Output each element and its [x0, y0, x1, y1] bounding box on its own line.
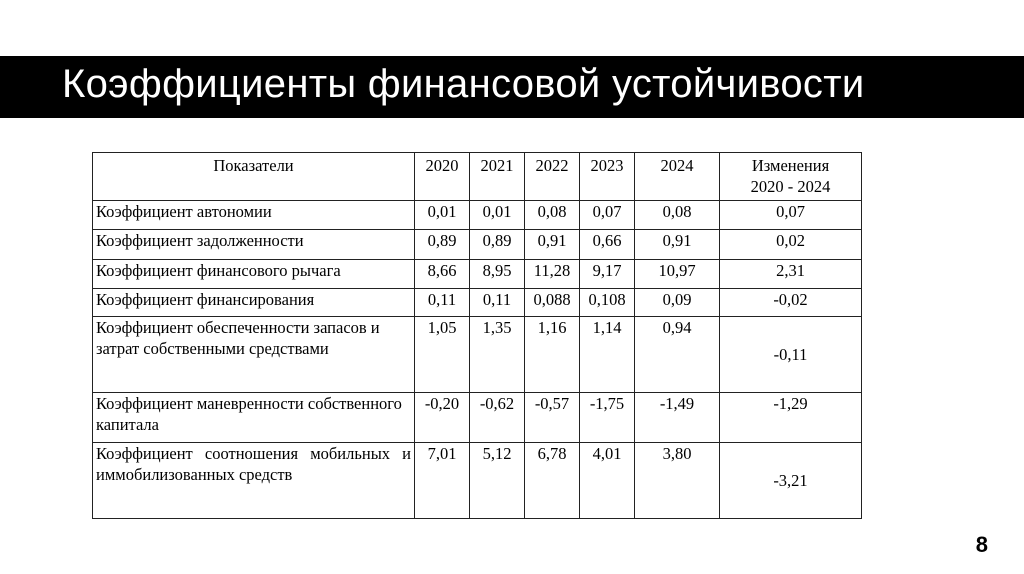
cell-change: 2,31: [720, 260, 862, 289]
cell-2024: 0,91: [635, 230, 720, 260]
cell-2024: 0,94: [635, 317, 720, 393]
cell-change: -1,29: [720, 393, 862, 443]
cell-2024: 0,09: [635, 289, 720, 317]
cell-2023: 0,108: [580, 289, 635, 317]
table-row: [93, 317, 862, 393]
header-change: Изменения 2020 - 2024: [720, 153, 862, 201]
table-row: [93, 260, 862, 289]
header-2022: 2022: [525, 153, 580, 201]
cell-2021: 0,01: [470, 201, 525, 230]
cell-2023: 0,07: [580, 201, 635, 230]
header-2021: 2021: [470, 153, 525, 201]
cell-2022: 11,28: [525, 260, 580, 289]
row-label: Коэффициент задолженности: [93, 230, 415, 260]
table-header-row: [93, 153, 862, 201]
cell-2021: 0,89: [470, 230, 525, 260]
slide-title: Коэффициенты финансовой устойчивости: [62, 62, 865, 106]
cell-2024: 10,97: [635, 260, 720, 289]
row-label: Коэффициент маневренности собственного капитала: [93, 393, 415, 443]
cell-2024: 0,08: [635, 201, 720, 230]
cell-2023: 9,17: [580, 260, 635, 289]
page-number: 8: [975, 532, 988, 557]
cell-2021: 1,35: [470, 317, 525, 393]
row-label: Коэффициент автономии: [93, 201, 415, 230]
row-label: Коэффициент финансирования: [93, 289, 415, 317]
header-indicators: Показатели: [93, 153, 415, 201]
header-2024: 2024: [635, 153, 720, 201]
cell-2021: 5,12: [470, 443, 525, 519]
cell-2020: -0,20: [415, 393, 470, 443]
row-label: Коэффициент финансового рычага: [93, 260, 415, 289]
row-label: Коэффициент обеспеченности запасов и затрат собственными средствами: [93, 317, 415, 393]
cell-2022: -0,57: [525, 393, 580, 443]
header-2020: 2020: [415, 153, 470, 201]
cell-2020: 8,66: [415, 260, 470, 289]
cell-2020: 0,11: [415, 289, 470, 317]
cell-2024: 3,80: [635, 443, 720, 519]
table-row: [93, 201, 862, 230]
cell-2022: 0,91: [525, 230, 580, 260]
row-label: Коэффициент соотношения мобильных и иммобилизованных средств: [93, 443, 415, 519]
financial-stability-table: [92, 152, 862, 519]
cell-2022: 0,08: [525, 201, 580, 230]
cell-2022: 1,16: [525, 317, 580, 393]
cell-2021: 8,95: [470, 260, 525, 289]
table-row: [93, 393, 862, 443]
cell-2020: 7,01: [415, 443, 470, 519]
cell-2024: -1,49: [635, 393, 720, 443]
cell-change: -0,11: [720, 317, 862, 393]
cell-change: 0,07: [720, 201, 862, 230]
cell-2022: 0,088: [525, 289, 580, 317]
table-row: [93, 230, 862, 260]
cell-2021: 0,11: [470, 289, 525, 317]
cell-2020: 0,89: [415, 230, 470, 260]
header-2023: 2023: [580, 153, 635, 201]
cell-2023: 1,14: [580, 317, 635, 393]
cell-change: 0,02: [720, 230, 862, 260]
cell-2023: 0,66: [580, 230, 635, 260]
cell-change: -3,21: [720, 443, 862, 519]
cell-change: -0,02: [720, 289, 862, 317]
cell-2021: -0,62: [470, 393, 525, 443]
table-row: [93, 289, 862, 317]
cell-2020: 1,05: [415, 317, 470, 393]
table-row: [93, 443, 862, 519]
cell-2023: 4,01: [580, 443, 635, 519]
cell-2023: -1,75: [580, 393, 635, 443]
cell-2022: 6,78: [525, 443, 580, 519]
cell-2020: 0,01: [415, 201, 470, 230]
